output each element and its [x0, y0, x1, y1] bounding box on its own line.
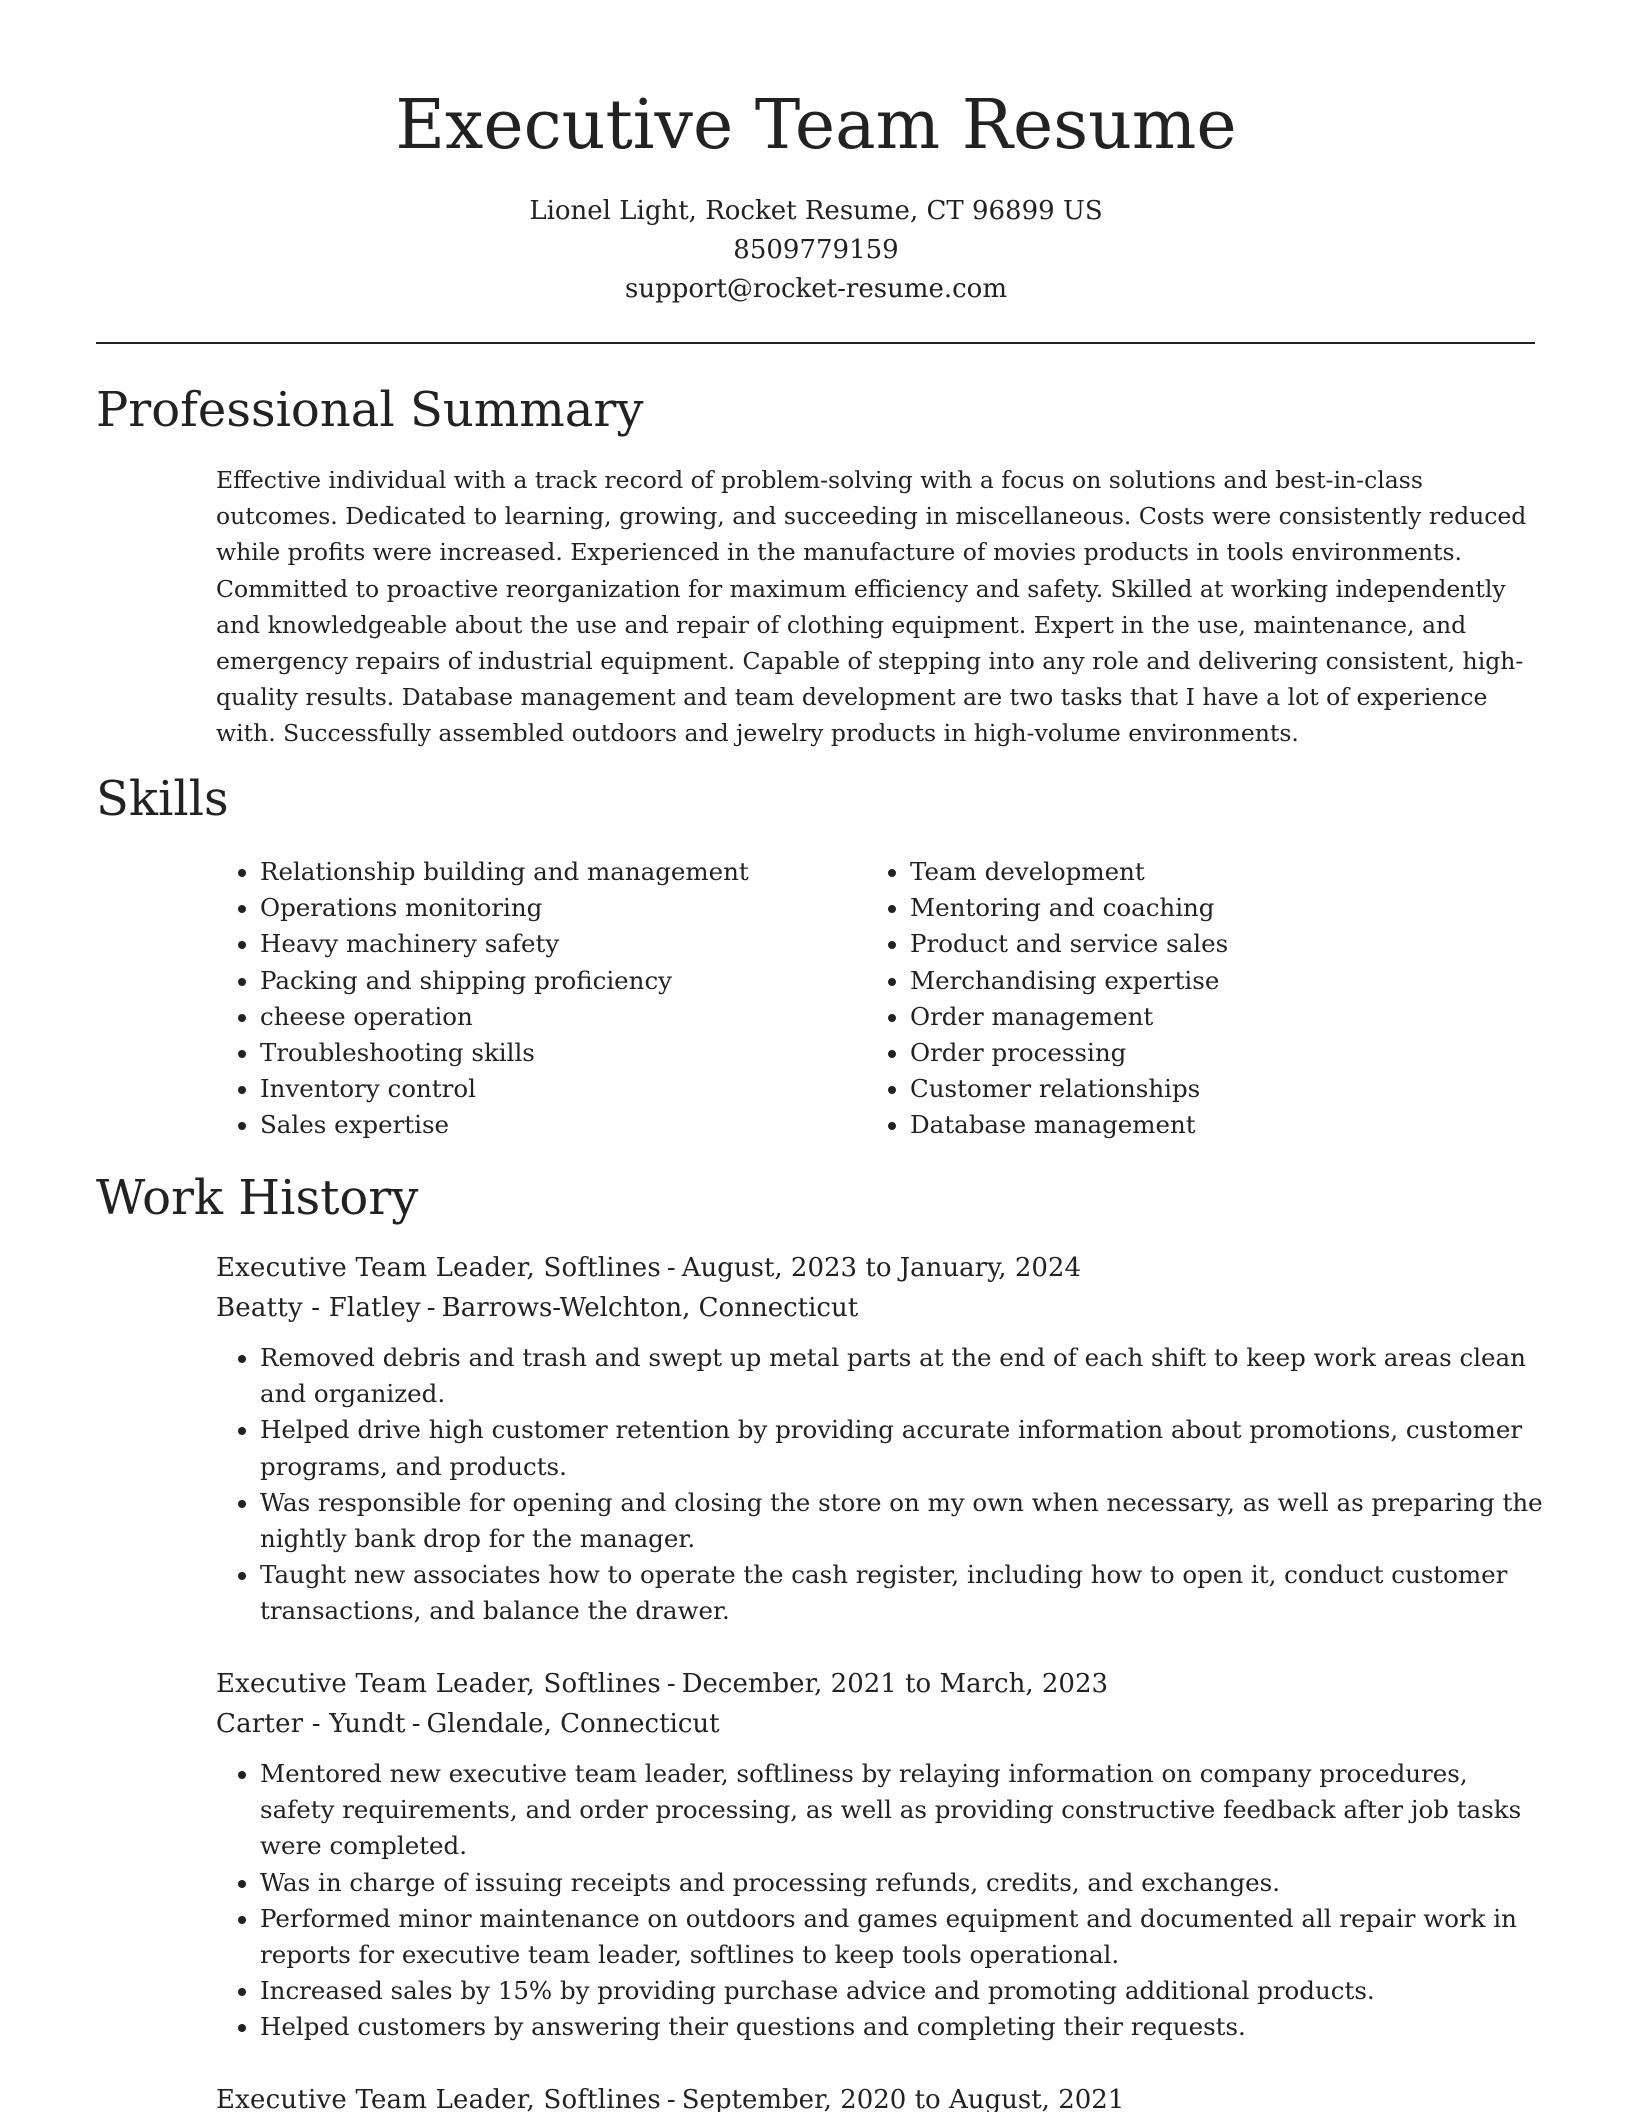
- job-title-line: Executive Team Leader, Softlines - December, 2021 to March, 2023: [216, 1669, 1109, 1699]
- contact-address: Lionel Light, Rocket Resume, CT 96899 US: [529, 196, 1103, 226]
- job-bullet: • Was responsible for opening and closing the store on my own when necessary, as well as preparing the nightly bank drop for the manager.: [260, 1485, 1548, 1557]
- job-bullets: [216, 1340, 1548, 1630]
- job-company: Carter - Yundt: [216, 1709, 406, 1739]
- skill-item: • Heavy machinery safety: [260, 926, 749, 962]
- skill-item: • Customer relationships: [910, 1071, 1228, 1107]
- job-dates: September, 2020 to August, 2021: [681, 2085, 1125, 2112]
- skill-item: • Database management: [910, 1107, 1228, 1143]
- job-company-line: Carter - Yundt - Glendale, Connecticut: [216, 1709, 720, 1739]
- skill-item: • Troubleshooting skills: [260, 1035, 749, 1071]
- skills-heading: Skills: [96, 771, 229, 827]
- skill-item: • Product and service sales: [910, 926, 1228, 962]
- summary-text: Effective individual with a track record of problem-solving with a focus on solutions and best-in-class outcomes. Dedicated to learning, growing, and succeeding in miscellaneous. Costs were consistently reduced while profits were increased. Experienced in the manufacture of movies products in tools environments. Committed to proactive reorganization for maximum efficiency and safety. Skilled at working independently and knowledgeable about the use and repair of clothing equipment. Expert in the use, maintenance, and emergency repairs of industrial equipment. Capable of stepping into any role and delivering consistent, high-quality results. Database management and team development are two tasks that I have a lot of experience with. Successfully assembled outdoors and jewelry products in high-volume environments.: [216, 466, 1527, 748]
- skill-item: • Team development: [910, 854, 1228, 890]
- job-bullet: • Mentored new executive team leader, softliness by relaying information on company procedures, safety requirements, and order processing, as well as providing constructive feedback after job tasks were completed.: [260, 1756, 1548, 1865]
- skill-item: • Inventory control: [260, 1071, 749, 1107]
- job-bullet: • Increased sales by 15% by providing purchase advice and promoting additional products.: [260, 1973, 1548, 2009]
- resume-title: Executive Team Resume: [395, 86, 1237, 165]
- skill-item: • Sales expertise: [260, 1107, 749, 1143]
- job-bullets: [216, 1756, 1548, 2046]
- contact-phone: 8509779159: [733, 235, 899, 265]
- skill-item: • Merchandising expertise: [910, 963, 1228, 999]
- work-history-heading: Work History: [96, 1170, 419, 1226]
- job-entry: [216, 2080, 1548, 2112]
- contact-block: [0, 192, 1632, 309]
- skill-item: • cheese operation: [260, 999, 749, 1035]
- skill-item: • Mentoring and coaching: [910, 890, 1228, 926]
- job-dates: August, 2023 to January, 2024: [681, 1253, 1082, 1283]
- skill-item: • Order management: [910, 999, 1228, 1035]
- job-title-line: Executive Team Leader, Softlines - September, 2020 to August, 2021: [216, 2080, 1548, 2112]
- skill-item: • Order processing: [910, 1035, 1228, 1071]
- job-bullet: • Helped customers by answering their questions and completing their requests.: [260, 2009, 1548, 2045]
- skill-item: • Packing and shipping proficiency: [260, 963, 749, 999]
- job-title-line: Executive Team Leader, Softlines - August, 2023 to January, 2024: [216, 1253, 1082, 1283]
- job-title: Executive Team Leader, Softlines: [216, 1253, 661, 1283]
- job-entry: [216, 1664, 1548, 2046]
- contact-email: support@rocket-resume.com: [624, 274, 1007, 304]
- job-location: Glendale, Connecticut: [426, 1709, 720, 1739]
- job-location: Barrows-Welchton, Connecticut: [441, 1293, 859, 1323]
- skills-list-right: [866, 854, 1228, 1144]
- job-company: Beatty - Flatley: [216, 1293, 421, 1323]
- header-divider: [96, 342, 1535, 344]
- summary-heading: Professional Summary: [96, 382, 644, 438]
- job-bullet: • Helped drive high customer retention by providing accurate information about promotions, customer programs, and products.: [260, 1412, 1548, 1484]
- job-bullet: • Was in charge of issuing receipts and processing refunds, credits, and exchanges.: [260, 1865, 1548, 1901]
- job-bullet: • Taught new associates how to operate the cash register, including how to open it, conduct customer transactions, and balance the drawer.: [260, 1557, 1548, 1629]
- skill-item: • Operations monitoring: [260, 890, 749, 926]
- job-bullet: • Removed debris and trash and swept up metal parts at the end of each shift to keep work areas clean and organized.: [260, 1340, 1548, 1412]
- skills-list-left: [216, 854, 749, 1144]
- job-bullet: • Performed minor maintenance on outdoors and games equipment and documented all repair work in reports for executive team leader, softlines to keep tools operational.: [260, 1901, 1548, 1973]
- job-title: Executive Team Leader, Softlines: [216, 1669, 661, 1699]
- job-dates: December, 2021 to March, 2023: [681, 1669, 1109, 1699]
- job-company-line: Beatty - Flatley - Barrows-Welchton, Connecticut: [216, 1293, 859, 1323]
- skill-item: • Relationship building and management: [260, 854, 749, 890]
- job-entry: [216, 1248, 1548, 1630]
- job-title: Executive Team Leader, Softlines: [216, 2085, 661, 2112]
